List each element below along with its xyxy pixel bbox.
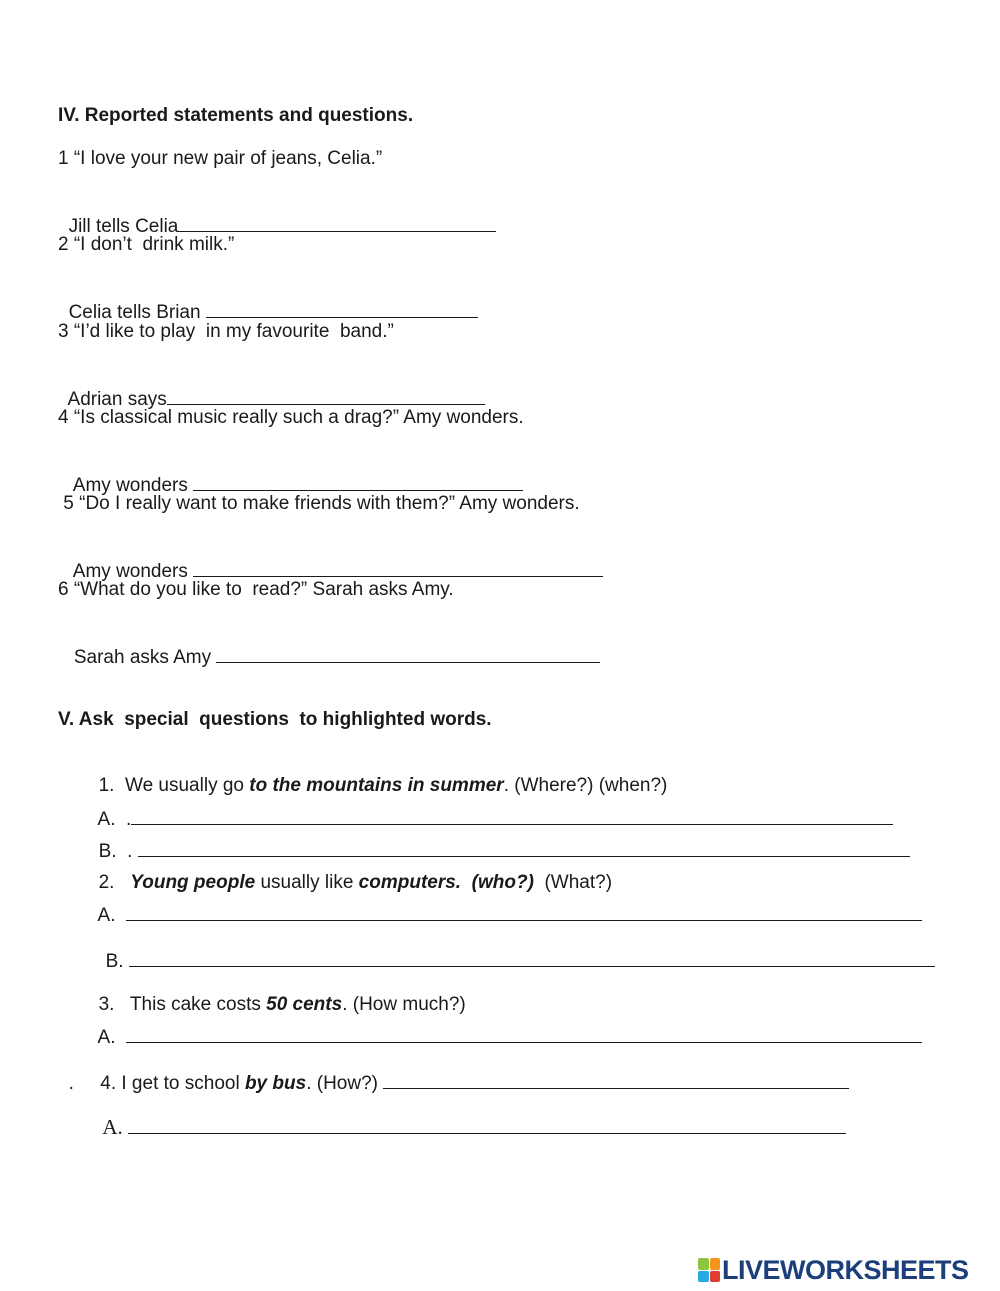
question-4-highlight: by bus [244,1073,307,1094]
answer-blank-1[interactable] [178,214,496,232]
question-2-highlight-2: computers. (who?) [358,872,534,893]
question-4-answer-a [93,1091,846,1139]
prompt-1: 1 “I love your new pair of jeans, Celia.” [58,148,383,169]
answer-line-6 [58,621,600,670]
answer-blank-3[interactable] [167,387,485,405]
answer-b-label: B. [98,841,117,862]
section-5-title: V. Ask special questions to highlighted words. [58,709,492,730]
answer-b-label: B. [105,951,124,972]
answer-stem-6: Sarah asks Amy [68,647,217,668]
prompt-4: 4 “Is classical music really such a drag?” Amy wonders. [58,407,524,428]
answer-line-5 [58,535,603,584]
prompt-5: 5 “Do I really want to make friends with them?” Amy wonders. [58,493,580,514]
answer-a-label: A. [97,1027,116,1048]
answer-stem-5: Amy wonders [68,561,194,582]
answer-a-prefix: . [126,809,132,830]
prompt-2: 2 “I don’t drink milk.” [58,234,235,255]
question-3-pre: This cake costs [129,994,267,1015]
question-3-answer-a [88,1001,922,1050]
answer-stem-2: Celia tells Brian [68,302,206,323]
question-1-pre: We usually go [124,775,250,796]
liveworksheets-logo [698,1255,969,1285]
liveworksheets-logo-icon [698,1258,720,1282]
liveworksheets-brand: LIVEWORKSHEETS [722,1254,969,1285]
answer-line-3 [58,363,485,412]
question-1-highlight: to the mountains in summer [249,775,504,796]
answer-line-2 [58,276,478,325]
answer-blank-6[interactable] [216,645,600,663]
answer-blank-q4-a[interactable] [128,1116,846,1134]
question-2-answer-a [88,879,922,928]
answer-a-label: A. [102,1115,123,1139]
question-2-post: (What?) [533,872,613,893]
question-3-post: . (How much?) [342,994,466,1015]
answer-stem-4: Amy wonders [68,475,194,496]
question-3-number: 3. [98,994,115,1015]
question-2-number: 2. [98,872,115,893]
answer-b-prefix: . [127,841,138,862]
question-4-dot: . [68,1073,74,1094]
question-1-post: . (Where?) (when?) [503,775,668,796]
question-1-number: 1. [98,775,115,796]
answer-blank-q4-inline[interactable] [383,1071,849,1089]
answer-a-label: A. [97,905,116,926]
question-2-mid: usually like [255,872,359,893]
question-3-highlight: 50 cents [266,994,343,1015]
section-4-title: IV. Reported statements and questions. [58,105,414,126]
answer-stem-1: Jill tells Celia [68,216,179,237]
answer-blank-q3-a[interactable] [126,1025,922,1043]
question-4-pre: 4. I get to school [100,1073,245,1094]
prompt-3: 3 “I’d like to play in my favourite band.” [58,321,394,342]
answer-blank-5[interactable] [193,559,603,577]
question-2-highlight-1: Young people [130,872,256,893]
answer-stem-3: Adrian says [67,389,167,410]
answer-blank-4[interactable] [193,473,523,491]
answer-blank-q2-b[interactable] [129,949,935,967]
answer-line-4 [58,449,523,498]
answer-line-1 [58,190,496,239]
answer-blank-q2-a[interactable] [126,903,922,921]
answer-a-label: A. [97,809,116,830]
prompt-6: 6 “What do you like to read?” Sarah asks Amy. [58,579,454,600]
question-2-answer-b [95,925,935,974]
question-4 [58,1047,849,1096]
answer-blank-2[interactable] [206,300,478,318]
question-4-post: . (How?) [306,1073,384,1094]
